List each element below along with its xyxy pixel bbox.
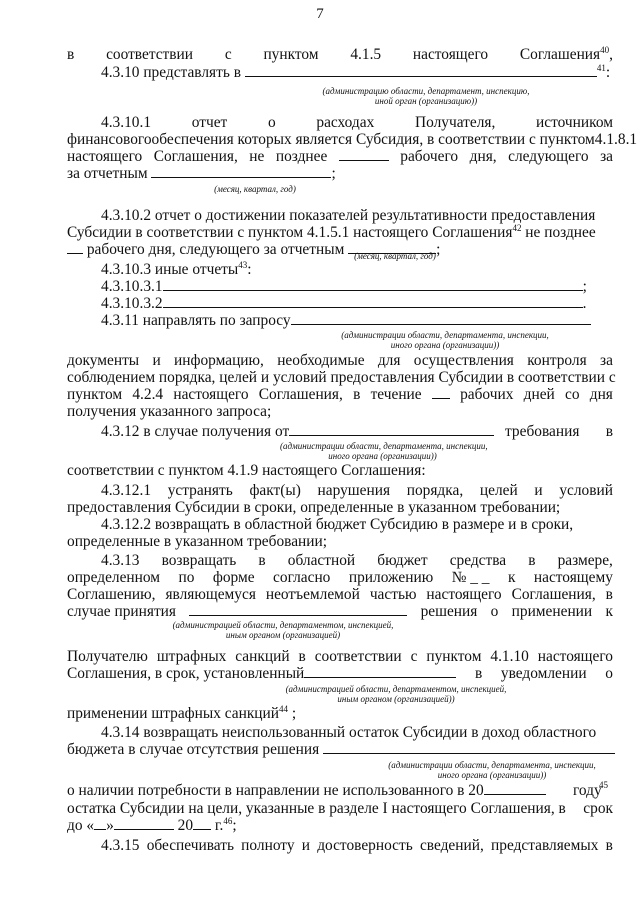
blank-field: [163, 278, 583, 291]
footnote-ref: 42: [512, 223, 522, 233]
word: соответствии: [106, 46, 194, 63]
field-caption: (администрацией области, департаментом, инспекцией, иным органом (организацией): [172, 620, 394, 640]
text-line: до « » 20 г.$^{46}$;: [67, 816, 237, 834]
blank-field: [163, 295, 583, 308]
text-line: 4.3.10.3 иные отчеты$^{43}$:: [101, 260, 252, 278]
blank-field: [484, 782, 546, 795]
text-line: предоставления Субсидии в сроки, определенные в указанном требовании;: [67, 499, 561, 516]
text-line: 4.3.12.1 устранять факт(ы) нарушения порядка, целей и условий: [101, 482, 613, 499]
field-caption: (администрации области, департамента, инспекции, иного органа (организации)): [341, 330, 549, 350]
text-line: Субсидии в соответствии с пунктом 4.1.5.1 настоящего Соглашения$^{42}$ не позднее: [67, 223, 596, 241]
footnote-ref: 41: [596, 63, 606, 73]
text-line: 4.3.15 обеспечивать полноту и достоверность сведений, представляемых в: [101, 837, 613, 854]
blank-field: [339, 148, 389, 161]
word: 4.1.5: [350, 46, 382, 63]
field-caption: (администрации области, департамента, инспекции, иного органа (организации)): [280, 441, 488, 461]
text-line: Соглашению, являющемуся неотъемлемой частью настоящего Соглашения, в: [67, 586, 613, 603]
text-line: Получателю штрафных санкций в соответствии с пунктом 4.1.10 настоящего: [67, 648, 613, 665]
word: пунктом: [263, 46, 319, 63]
text-line: остатка Субсидии на цели, указанные в разделе I настоящего Соглашения, в срок: [67, 800, 613, 817]
text-line: 4.3.12 в случае получения от требования в: [101, 423, 613, 440]
field-caption: (месяц, квартал, год): [354, 251, 436, 261]
blank-field: [432, 386, 450, 399]
word: Соглашения$^{40}$,: [519, 45, 613, 63]
text-line: случае принятия решения о применении к: [67, 603, 613, 620]
text-line: 4.3.10.3.1 ;: [101, 278, 587, 295]
field-caption: (месяц, квартал, год): [214, 184, 296, 194]
blank-field: [151, 165, 331, 178]
page-number: 7: [316, 6, 324, 22]
blank-field: [67, 241, 83, 254]
text-line: получения указанного запроса;: [67, 403, 272, 420]
text-line: Соглашения, в срок, установленный в уведомлении о: [67, 665, 613, 682]
text-line: за отчетным ;: [67, 165, 336, 182]
text-line: финансового обеспечения которых является Субсидия, в соответствии с пунктом 4.1.8.1: [67, 131, 638, 148]
text-line: 4.3.10 представлять в $^{41}$:: [101, 63, 611, 81]
blank-field: [245, 64, 597, 77]
text-line: 4.3.10.1 отчет о расходах Получателя, источником: [101, 114, 613, 131]
word: в: [67, 46, 75, 63]
blank-field: [291, 312, 591, 325]
field-caption: (администрацию области, департамент, инспекцию, иной орган (организацию)): [322, 86, 530, 106]
text-line: рабочего дня, следующего за отчетным ;: [67, 241, 613, 258]
field-caption: (администрации области, департамента, инспекции, иного органа (организации)): [388, 760, 596, 780]
text-line: о наличии потребности в направлении не использованного в 20 году 45: [67, 780, 608, 799]
text-line: соблюдением порядка, целей и условий предоставления Субсидии в соответствии с: [67, 369, 616, 386]
footnote-ref: 46: [223, 816, 233, 826]
footnote-ref: 43: [238, 260, 248, 270]
text-line: определенные в указанном требовании;: [67, 533, 328, 550]
footnote-ref: 40: [600, 45, 610, 55]
text-line: 4.3.11 направлять по запросу: [101, 312, 613, 329]
text-line: документы и информацию, необходимые для осуществления контроля за: [67, 352, 613, 369]
field-caption: (администрацией области, департаментом, инспекцией, иным органом (организацией)): [285, 684, 507, 704]
text-line: [67, 46, 613, 63]
blank-field: [189, 603, 407, 616]
blank-field: [323, 741, 615, 754]
blank-field: [304, 665, 456, 678]
blank-field: [114, 817, 174, 830]
text-line: пунктом 4.2.4 настоящего Соглашения, в течение рабочих дней со дня: [67, 386, 613, 403]
text-line: настоящего Соглашения, не позднее рабочего дня, следующего за: [67, 148, 613, 165]
footnote-ref: 44: [279, 704, 289, 714]
text-line: 4.3.10.2 отчет о достижении показателей результативности предоставления: [101, 207, 596, 224]
text-line: 4.3.14 возвращать неиспользованный остаток Субсидии в доход областного: [101, 724, 597, 741]
blank-field: [94, 817, 106, 830]
word: с: [224, 46, 232, 63]
text-line: соответствии с пунктом 4.1.9 настоящего Соглашения:: [67, 462, 426, 479]
blank-field: [289, 423, 494, 436]
text-line: 4.3.12.2 возвращать в областной бюджет Субсидию в размере и в сроки,: [101, 516, 574, 533]
text-line: 4.3.10.3.2 .: [101, 295, 587, 312]
blank-field: [193, 817, 211, 830]
text-line: бюджета в случае отсутствия решения: [67, 741, 613, 758]
text-line: определенном по форме согласно приложению № _ _ к настоящему: [67, 569, 613, 586]
word: настоящего: [412, 46, 489, 63]
text-line: 4.3.13 возвращать в областной бюджет средства в размере,: [101, 552, 613, 569]
text-line: применении штрафных санкций$^{44}$ ;: [67, 704, 297, 722]
